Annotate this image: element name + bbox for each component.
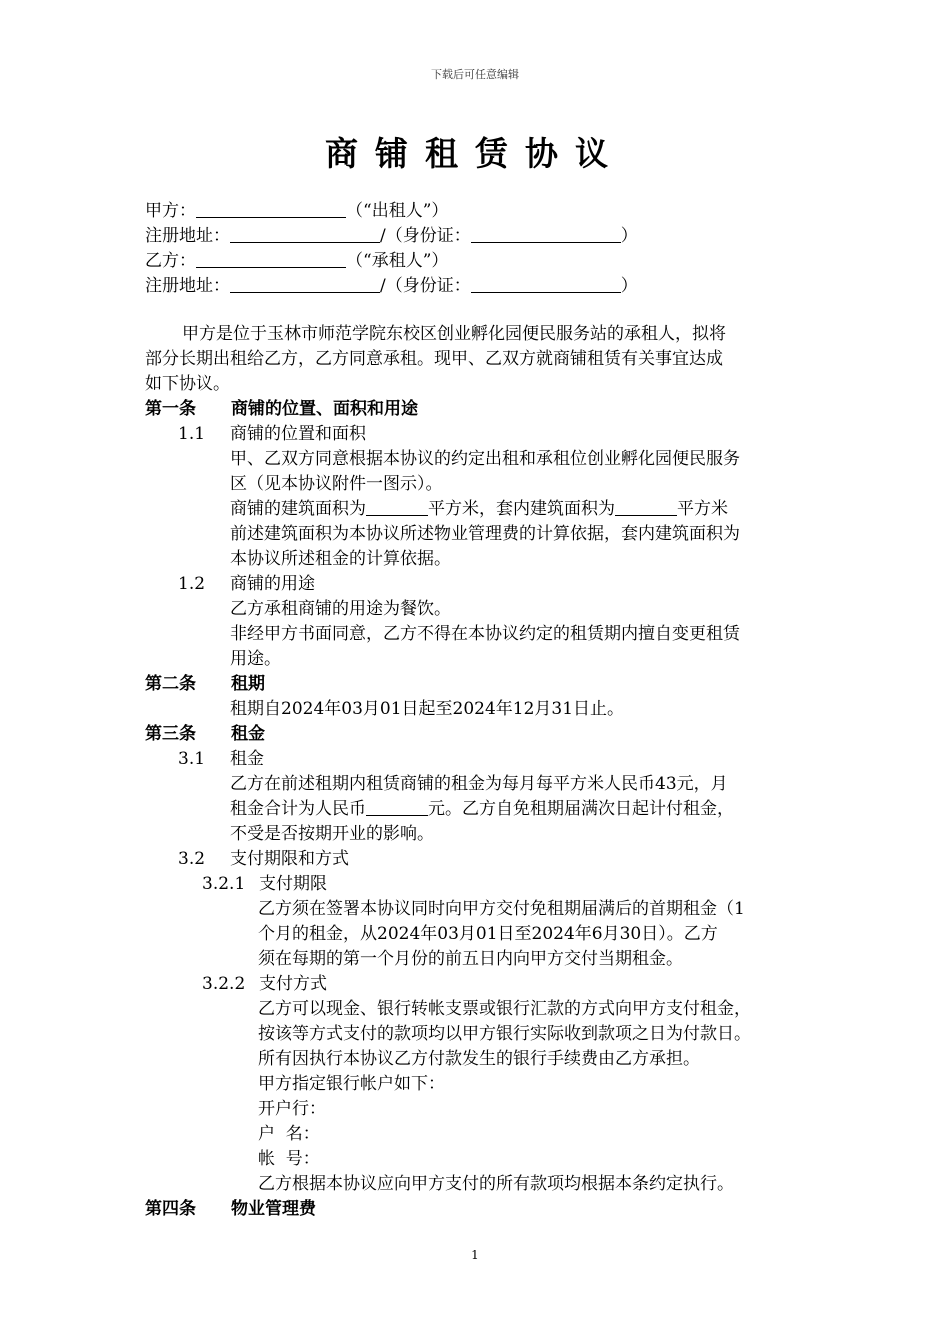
rent-text: 租金合计为人民币 — [230, 799, 366, 819]
section-number: 1.2 — [178, 574, 206, 594]
clause-line: 不受是否按期开业的影响。 — [230, 824, 434, 844]
party-b-address-blank — [230, 275, 380, 293]
article-2-heading — [145, 672, 825, 697]
intro-line: 如下协议。 — [145, 374, 230, 394]
section-title: 商铺的用途 — [230, 574, 315, 594]
intro-line: 部分长期出租给乙方，乙方同意承租。现甲、乙双方就商铺租赁有关事宜达成 — [145, 349, 723, 369]
clause-line: 乙方须在签署本协议同时向甲方交付免租期届满后的首期租金（1 — [258, 899, 745, 919]
party-a-address-blank — [230, 225, 380, 243]
party-a-id-blank — [471, 225, 621, 243]
article-title: 租期 — [231, 674, 265, 694]
party-b-label: 乙方： — [145, 251, 196, 271]
clause-line: 租期自2024年03月01日起至2024年12月31日止。 — [230, 699, 625, 719]
clause-line: 乙方承租商铺的用途为餐饮。 — [230, 599, 451, 619]
clause-line: 非经甲方书面同意，乙方不得在本协议约定的租赁期内擅自变更租赁 — [230, 624, 740, 644]
clause-line: 甲方指定银行帐户如下： — [258, 1074, 445, 1094]
intro-line: 甲方是位于玉林市师范学院东校区创业孵化园便民服务站的承租人，拟将 — [182, 324, 726, 344]
area-text: 平方米 — [677, 499, 728, 519]
article-number: 第三条 — [145, 724, 196, 744]
section-3-1-heading — [145, 747, 825, 772]
section-3-2-heading — [145, 847, 825, 872]
clause-line: 所有因执行本协议乙方付款发生的银行手续费由乙方承担。 — [258, 1049, 700, 1069]
section-number: 3.1 — [178, 749, 206, 769]
section-1-1-heading — [145, 422, 825, 447]
clause-line: 甲、乙双方同意根据本协议的约定出租和承租位创业孵化园便民服务 — [230, 449, 740, 469]
section-number: 1.1 — [178, 424, 206, 444]
article-number: 第四条 — [145, 1199, 196, 1219]
party-a-name-blank — [196, 200, 346, 218]
clause-line: 乙方在前述租期内租赁商铺的租金为每月每平方米人民币43元，月 — [230, 774, 728, 794]
subsection-number: 3.2.1 — [202, 874, 246, 894]
party-a-id-label: /（身份证： — [380, 226, 471, 246]
article-title: 商铺的位置、面积和用途 — [231, 399, 418, 419]
clause-line: 须在每期的第一个月份的前五日内向甲方交付当期租金。 — [258, 949, 683, 969]
bank-field-line: 开户行： — [258, 1099, 326, 1119]
party-a-address-label: 注册地址： — [145, 226, 230, 246]
area-blank — [366, 498, 428, 516]
page-header: 下载后可任意编辑 — [431, 68, 519, 81]
rent-blank — [366, 798, 428, 816]
subsection-title: 支付期限 — [259, 874, 327, 894]
party-b-line — [145, 249, 825, 274]
article-number: 第二条 — [145, 674, 196, 694]
clause-line: 本协议所述租金的计算依据。 — [230, 549, 451, 569]
article-4-heading — [145, 1197, 825, 1222]
section-title: 租金 — [230, 749, 264, 769]
rent-line — [145, 797, 825, 822]
party-b-id-label: /（身份证： — [380, 276, 471, 296]
article-title: 物业管理费 — [231, 1199, 316, 1219]
clause-line: 按该等方式支付的款项均以甲方银行实际收到款项之日为付款日。 — [258, 1024, 751, 1044]
document-title: 商铺租赁协议 — [325, 134, 625, 173]
section-number: 3.2 — [178, 849, 206, 869]
article-number: 第一条 — [145, 399, 196, 419]
section-title: 支付期限和方式 — [230, 849, 349, 869]
page-number: 1 — [471, 1248, 479, 1262]
party-a-address-line — [145, 224, 825, 249]
party-b-address-line — [145, 274, 825, 299]
section-1-2-heading — [145, 572, 825, 597]
area-line — [145, 497, 825, 522]
subsection-number: 3.2.2 — [202, 974, 246, 994]
section-3-2-2-heading — [145, 972, 825, 997]
area-text: 商铺的建筑面积为 — [230, 499, 366, 519]
clause-line: 用途。 — [230, 649, 281, 669]
party-b-role: （“承租人”） — [346, 251, 449, 271]
party-b-id-blank — [471, 275, 621, 293]
party-b-close: ） — [620, 276, 638, 296]
section-3-2-1-heading — [145, 872, 825, 897]
clause-line: 乙方根据本协议应向甲方支付的所有款项均根据本条约定执行。 — [258, 1174, 734, 1194]
party-a-close: ） — [620, 226, 638, 246]
inner-area-blank — [615, 498, 677, 516]
party-b-address-label: 注册地址： — [145, 276, 230, 296]
clause-line: 前述建筑面积为本协议所述物业管理费的计算依据，套内建筑面积为 — [230, 524, 740, 544]
party-b-name-blank — [196, 250, 346, 268]
section-title: 商铺的位置和面积 — [230, 424, 366, 444]
article-title: 租金 — [231, 724, 265, 744]
party-a-label: 甲方： — [145, 201, 196, 221]
article-3-heading — [145, 722, 825, 747]
article-1-heading — [145, 397, 825, 422]
rent-text: 元。乙方自免租期届满次日起计付租金， — [428, 799, 734, 819]
clause-line: 区（见本协议附件一图示）。 — [230, 474, 443, 494]
document-body — [145, 199, 825, 1222]
party-a-line — [145, 199, 825, 224]
subsection-title: 支付方式 — [259, 974, 327, 994]
clause-line: 个月的租金，从2024年03月01日至2024年6月30日）。乙方 — [258, 924, 718, 944]
bank-field-line: 户 名： — [258, 1124, 320, 1144]
area-text: 平方米，套内建筑面积为 — [428, 499, 615, 519]
bank-field-line: 帐 号： — [258, 1149, 320, 1169]
clause-line: 乙方可以现金、银行转帐支票或银行汇款的方式向甲方支付租金， — [258, 999, 751, 1019]
party-a-role: （“出租人”） — [346, 201, 449, 221]
